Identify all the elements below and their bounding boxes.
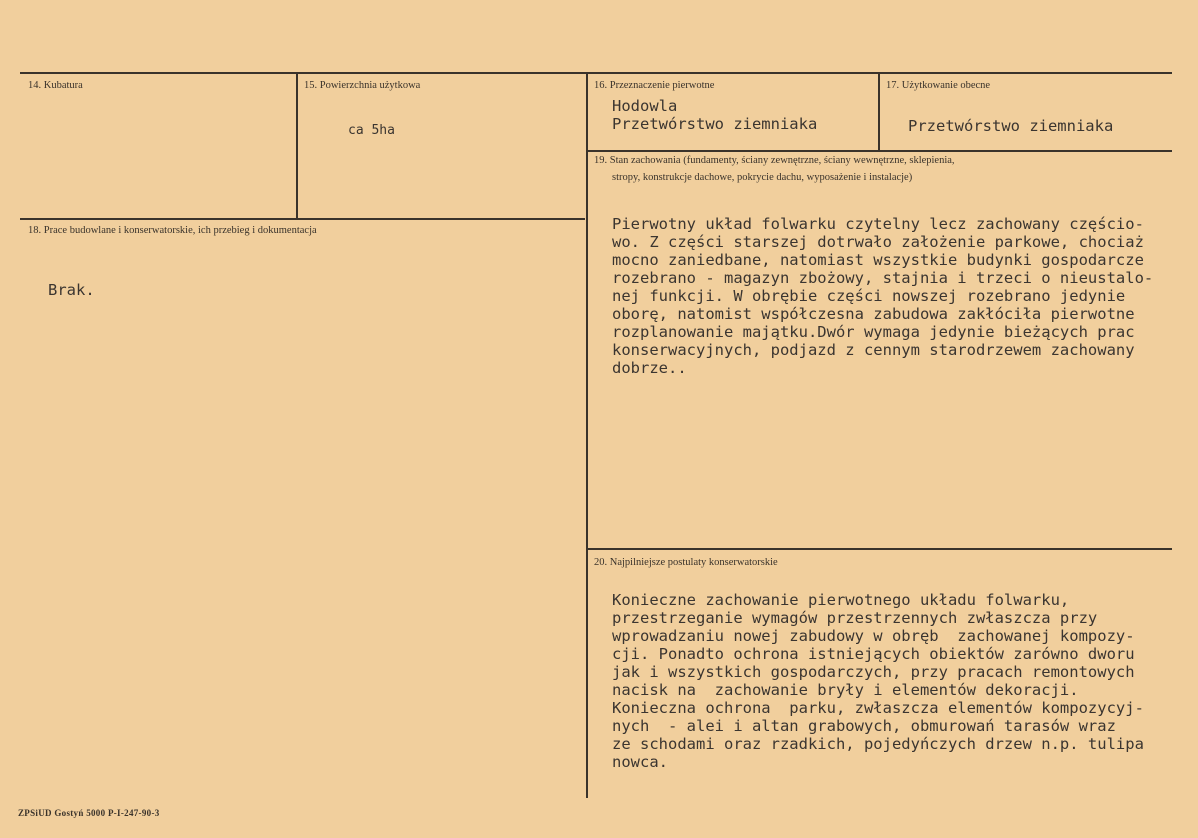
field-20-label: 20. Najpilniejsze postulaty konserwatorskie bbox=[594, 557, 778, 568]
field-15-value: ca 5ha bbox=[348, 123, 395, 138]
text-line: oborę, natomist współczesna zabudowa zakłóciła pierwotne bbox=[612, 305, 1135, 323]
text-line: wprowadzaniu nowej zabudowy w obręb zachowanej kompozy- bbox=[612, 627, 1135, 645]
field-16-label: 16. Przeznaczenie pierwotne bbox=[594, 80, 715, 91]
field-19-label: stropy, konstrukcje dachowe, pokrycie dachu, wyposażenie i instalacje) bbox=[612, 172, 913, 183]
text-line: mocno zaniedbane, natomiast wszystkie budynki gospodarcze bbox=[612, 251, 1144, 269]
field-15-label: 15. Powierzchnia użytkowa bbox=[304, 80, 421, 91]
text-line: dobrze.. bbox=[612, 359, 687, 377]
text-line: rozebrano - magazyn zbożowy, stajnia i trzeci o nieustalo- bbox=[612, 269, 1154, 287]
column-divider-16-17 bbox=[878, 74, 880, 150]
field-19-label: 19. Stan zachowania (fundamenty, ściany zewnętrzne, ściany wewnętrzne, sklepienia, bbox=[594, 155, 955, 166]
field-18-label: 18. Prace budowlane i konserwatorskie, ich przebieg i dokumentacja bbox=[28, 225, 317, 236]
text-line: konserwacyjnych, podjazd z cennym starodrzewem zachowany bbox=[612, 341, 1135, 359]
text-line: jak i wszystkich gospodarczych, przy pracach remontowych bbox=[612, 663, 1135, 681]
row-divider-right-20 bbox=[588, 548, 1172, 550]
text-line: ze schodami oraz rzadkich, pojedyńczych drzew n.p. tulipa bbox=[612, 735, 1144, 753]
field-16-line: Przetwórstwo ziemniaka bbox=[612, 115, 818, 133]
field-18-value: Brak. bbox=[48, 281, 95, 299]
text-line: rozplanowanie majątku.Dwór wymaga jedynie bieżących prac bbox=[612, 323, 1135, 341]
print-code-footer: ZPSiUD Gostyń 5000 P-I-247-90-3 bbox=[18, 808, 160, 818]
row-divider-left bbox=[20, 218, 585, 220]
field-17-label: 17. Użytkowanie obecne bbox=[886, 80, 991, 91]
text-line: nych - alei i altan grabowych, obmurowań tarasów wraz bbox=[612, 717, 1116, 735]
text-line: przestrzeganie wymagów przestrzennych zwłaszcza przy bbox=[612, 609, 1098, 627]
column-divider-14-15 bbox=[296, 74, 298, 218]
column-divider-main bbox=[586, 74, 588, 798]
field-17-value: Przetwórstwo ziemniaka bbox=[908, 117, 1114, 135]
text-line: nowca. bbox=[612, 753, 668, 771]
field-14-label: 14. Kubatura bbox=[28, 80, 83, 91]
text-line: nacisk na zachowanie bryły i elementów dekoracji. bbox=[612, 681, 1079, 699]
text-line: Konieczne zachowanie pierwotnego układu folwarku, bbox=[612, 591, 1070, 609]
text-line: Pierwotny układ folwarku czytelny lecz zachowany częścio- bbox=[612, 215, 1144, 233]
text-line: wo. Z części starszej dotrwało założenie parkowe, chociaż bbox=[612, 233, 1144, 251]
text-line: nej funkcji. W obrębie części nowszej rozebrano jedynie bbox=[612, 287, 1126, 305]
row-divider-right-19 bbox=[588, 150, 1172, 152]
text-line: Konieczna ochrona parku, zwłaszcza elementów kompozycyj- bbox=[612, 699, 1144, 717]
top-border bbox=[20, 72, 1172, 74]
text-line: cji. Ponadto ochrona istniejących obiektów zarówno dworu bbox=[612, 645, 1135, 663]
field-16-line: Hodowla bbox=[612, 97, 678, 115]
